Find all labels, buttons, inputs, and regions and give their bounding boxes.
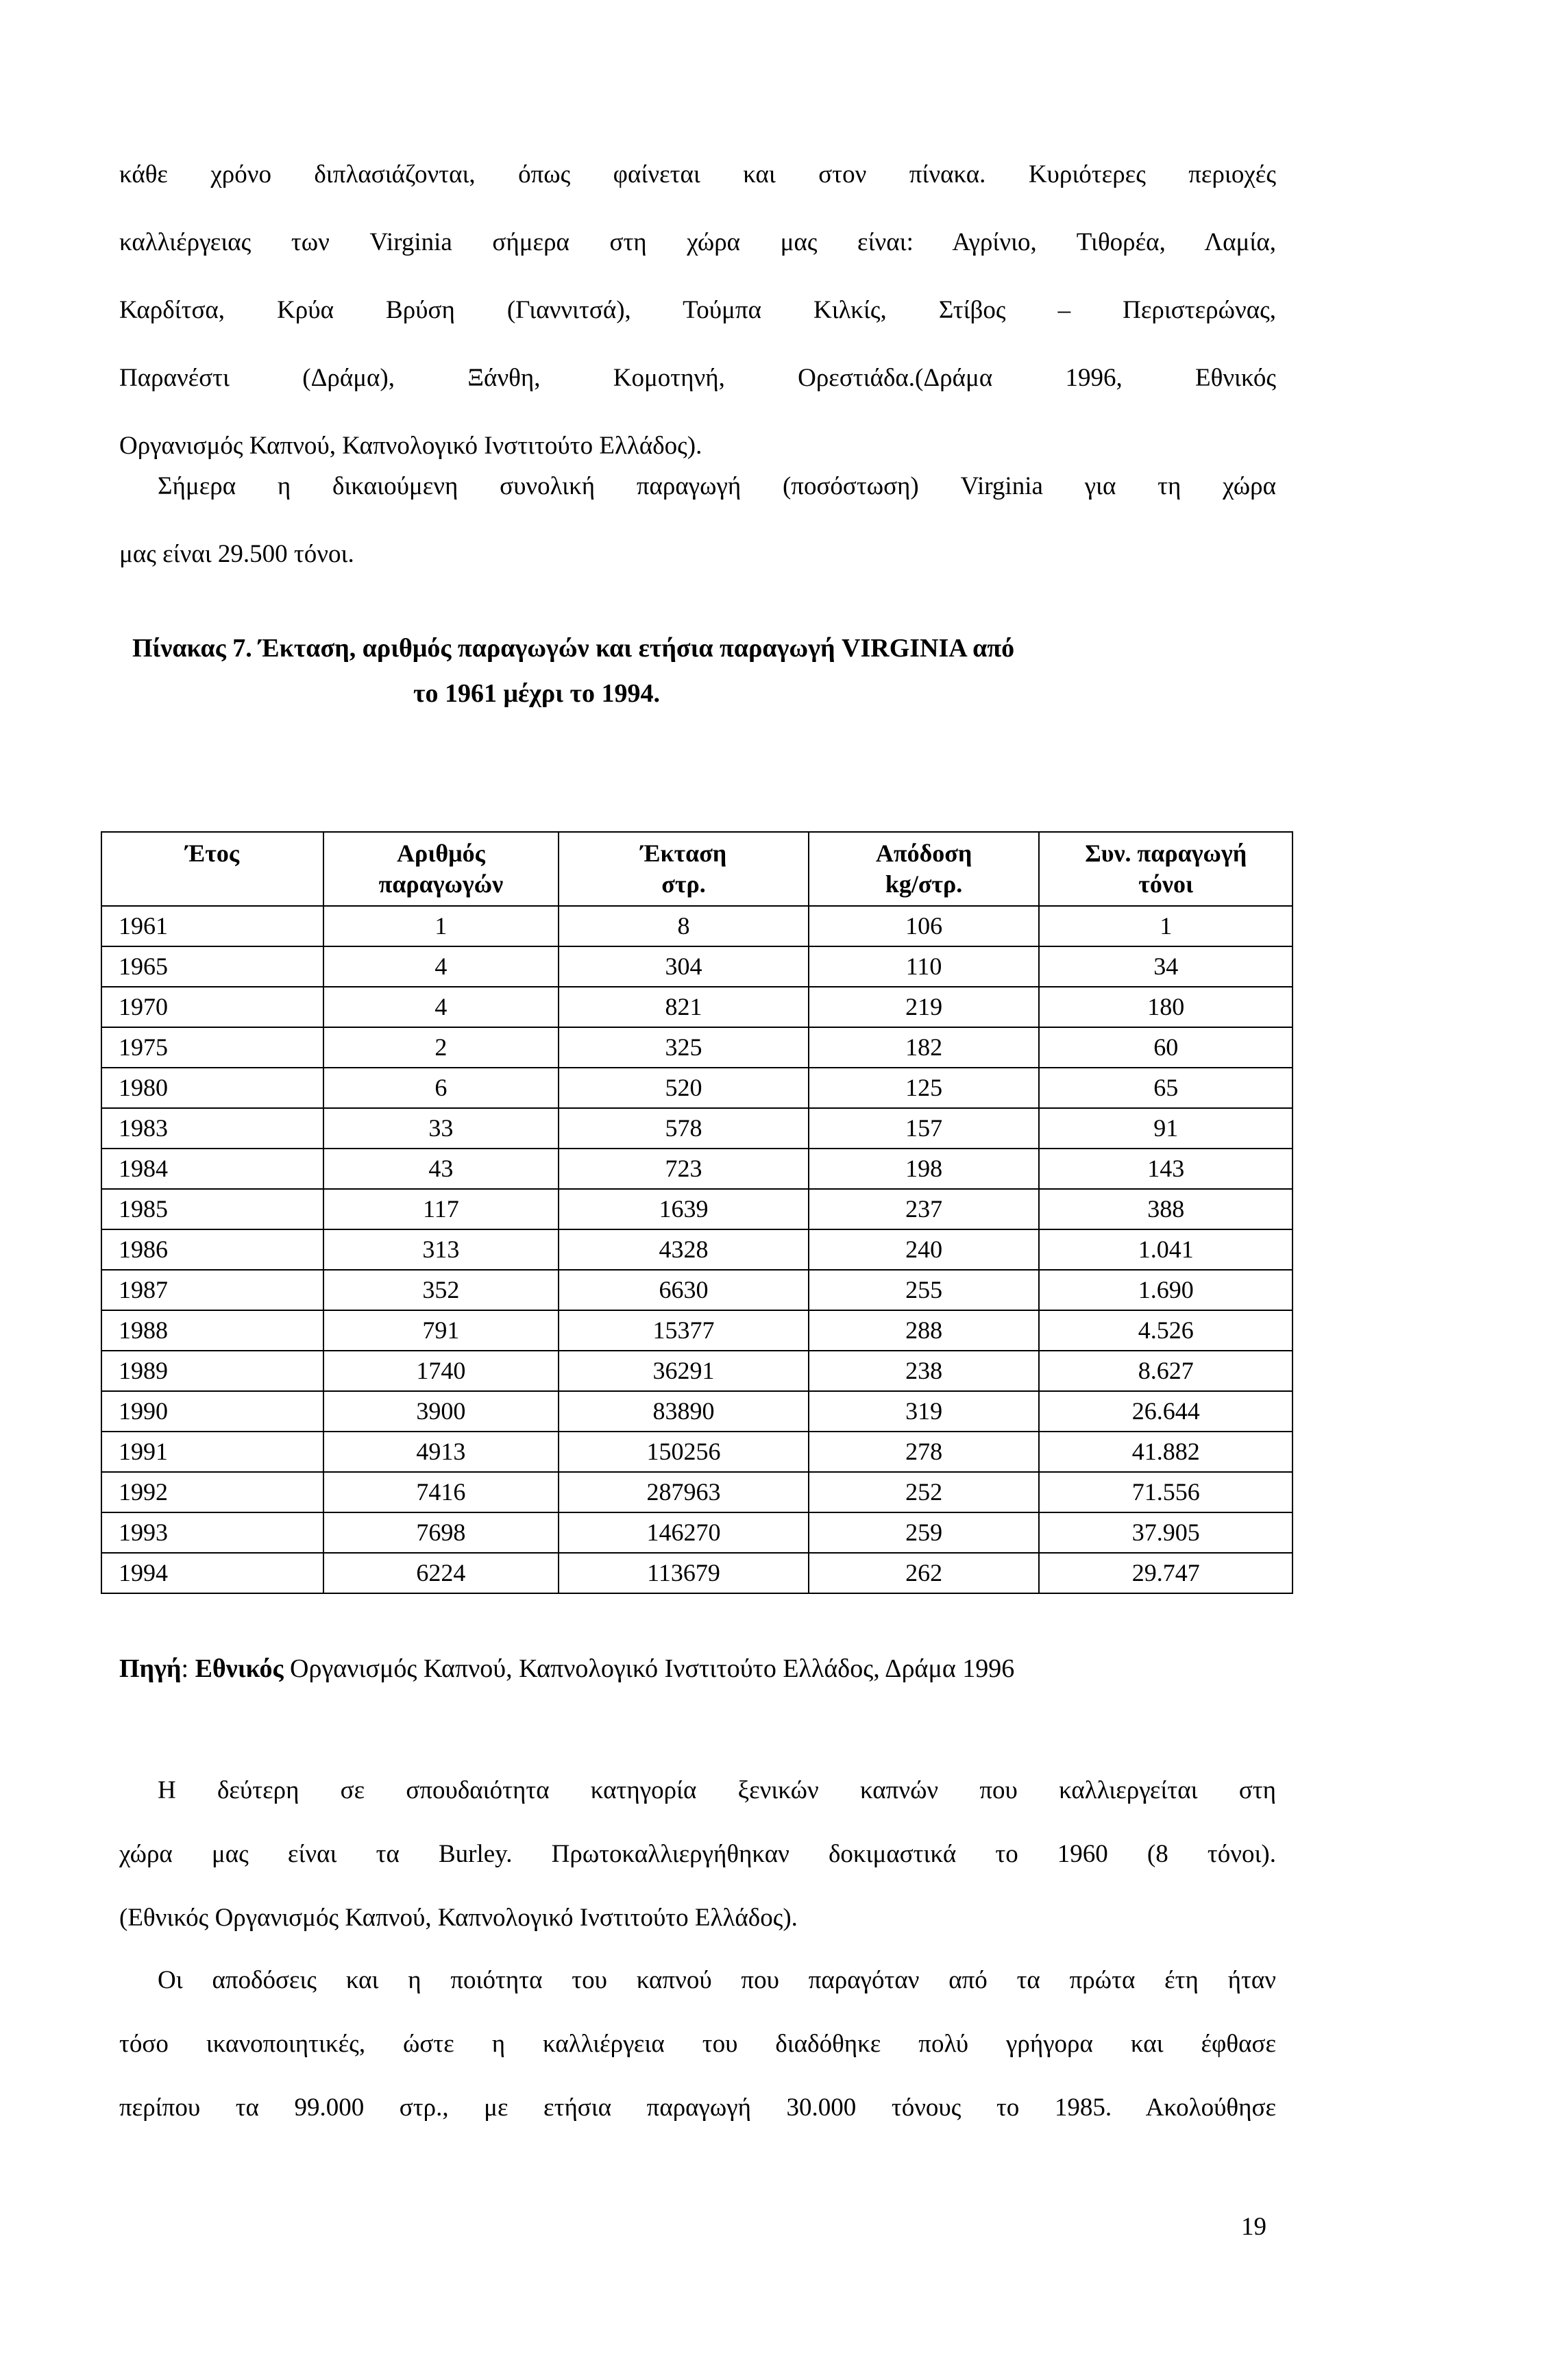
cell-area: 4328 xyxy=(559,1229,809,1270)
cell-producers: 117 xyxy=(323,1189,559,1229)
cell-yield: 255 xyxy=(809,1270,1040,1310)
table-row xyxy=(101,1472,1293,1512)
cell-yield: 252 xyxy=(809,1472,1040,1512)
text-line: χώρα μας είναι τα Burley. Πρωτοκαλλιεργήθηκαν δοκιμαστικά το 1960 (8 τόνοι). xyxy=(119,1840,1276,1868)
cell-producers: 4 xyxy=(323,946,559,987)
cell-producers: 1 xyxy=(323,906,559,946)
cell-production: 91 xyxy=(1039,1108,1293,1149)
text-line: μας είναι 29.500 τόνοι. xyxy=(119,540,354,568)
column-header-year xyxy=(101,832,323,906)
text-line: κάθε χρόνο διπλασιάζονται, όπως φαίνεται και στον πίνακα. Κυριότερες περιοχές xyxy=(119,160,1276,188)
cell-production: 388 xyxy=(1039,1189,1293,1229)
cell-year: 1965 xyxy=(101,946,323,987)
text-line: τόσο ικανοποιητικές, ώστε η καλλιέργεια του διαδόθηκε πολύ γρήγορα και έφθασε xyxy=(119,2030,1276,2058)
cell-yield: 262 xyxy=(809,1553,1040,1593)
table-row xyxy=(101,1108,1293,1149)
cell-year: 1980 xyxy=(101,1068,323,1108)
source-text: Οργανισμός Καπνού, Καπνολογικό Ινστιτούτο Ελλάδος, Δράμα 1996 xyxy=(283,1654,1015,1683)
table-source xyxy=(119,1648,1284,1689)
cell-yield: 125 xyxy=(809,1068,1040,1108)
cell-yield: 106 xyxy=(809,906,1040,946)
cell-yield: 288 xyxy=(809,1310,1040,1351)
cell-area: 150256 xyxy=(559,1432,809,1472)
cell-area: 8 xyxy=(559,906,809,946)
cell-producers: 6 xyxy=(323,1068,559,1108)
cell-area: 578 xyxy=(559,1108,809,1149)
cell-area: 6630 xyxy=(559,1270,809,1310)
cell-production: 65 xyxy=(1039,1068,1293,1108)
text-line: (Εθνικός Οργανισμός Καπνού, Καπνολογικό Ινστιτούτο Ελλάδος). xyxy=(119,1904,798,1932)
column-header-producers xyxy=(323,832,559,906)
caption-line-2: το 1961 μέχρι το 1994. xyxy=(413,679,660,708)
table-row xyxy=(101,946,1293,987)
cell-yield: 238 xyxy=(809,1351,1040,1391)
cell-area: 83890 xyxy=(559,1391,809,1432)
cell-year: 1992 xyxy=(101,1472,323,1512)
cell-year: 1987 xyxy=(101,1270,323,1310)
column-header-area xyxy=(559,832,809,906)
table-row xyxy=(101,1189,1293,1229)
cell-year: 1994 xyxy=(101,1553,323,1593)
cell-producers: 43 xyxy=(323,1149,559,1189)
cell-production: 34 xyxy=(1039,946,1293,987)
table-row xyxy=(101,1027,1293,1068)
header-line: Έτος xyxy=(185,839,240,867)
table-row xyxy=(101,1391,1293,1432)
text-line: Οι αποδόσεις και η ποιότητα του καπνού που παραγόταν από τα πρώτα έτη ήταν xyxy=(158,1966,1276,1994)
cell-producers: 6224 xyxy=(323,1553,559,1593)
cell-producers: 4 xyxy=(323,987,559,1027)
table-row xyxy=(101,1351,1293,1391)
header-line: Απόδοση xyxy=(875,839,972,867)
intro-paragraph xyxy=(119,140,1276,480)
table-row xyxy=(101,987,1293,1027)
cell-yield: 259 xyxy=(809,1512,1040,1553)
cell-area: 287963 xyxy=(559,1472,809,1512)
table-row xyxy=(101,1310,1293,1351)
text-line: Παρανέστι (Δράμα), Ξάνθη, Κομοτηνή, Ορεστιάδα.(Δράμα 1996, Εθνικός xyxy=(119,364,1276,392)
cell-yield: 182 xyxy=(809,1027,1040,1068)
header-line: kg/στρ. xyxy=(885,870,963,898)
cell-production: 71.556 xyxy=(1039,1472,1293,1512)
table-row xyxy=(101,1270,1293,1310)
cell-producers: 352 xyxy=(323,1270,559,1310)
source-label: Πηγή xyxy=(119,1654,182,1683)
cell-producers: 4913 xyxy=(323,1432,559,1472)
cell-year: 1986 xyxy=(101,1229,323,1270)
cell-producers: 3900 xyxy=(323,1391,559,1432)
cell-production: 1 xyxy=(1039,906,1293,946)
text-line: περίπου τα 99.000 στρ., με ετήσια παραγωγή 30.000 τόνους το 1985. Ακολούθησε xyxy=(119,2094,1276,2122)
cell-year: 1984 xyxy=(101,1149,323,1189)
cell-area: 36291 xyxy=(559,1351,809,1391)
cell-production: 8.627 xyxy=(1039,1351,1293,1391)
cell-area: 304 xyxy=(559,946,809,987)
cell-area: 325 xyxy=(559,1027,809,1068)
cell-producers: 791 xyxy=(323,1310,559,1351)
burley-paragraph xyxy=(119,1758,1276,1950)
table-header-row xyxy=(101,832,1293,906)
cell-production: 29.747 xyxy=(1039,1553,1293,1593)
cell-yield: 198 xyxy=(809,1149,1040,1189)
header-line: Έκταση xyxy=(640,839,727,867)
cell-producers: 313 xyxy=(323,1229,559,1270)
cell-area: 113679 xyxy=(559,1553,809,1593)
source-colon: : xyxy=(181,1654,189,1683)
cell-production: 1.690 xyxy=(1039,1270,1293,1310)
cell-producers: 7698 xyxy=(323,1512,559,1553)
cell-year: 1983 xyxy=(101,1108,323,1149)
cell-area: 146270 xyxy=(559,1512,809,1553)
cell-yield: 319 xyxy=(809,1391,1040,1432)
cell-yield: 110 xyxy=(809,946,1040,987)
header-line: παραγωγών xyxy=(378,870,504,898)
cell-yield: 219 xyxy=(809,987,1040,1027)
cell-production: 60 xyxy=(1039,1027,1293,1068)
cell-producers: 2 xyxy=(323,1027,559,1068)
cell-year: 1988 xyxy=(101,1310,323,1351)
text-line: Καρδίτσα, Κρύα Βρύση (Γιαννιτσά), Τούμπα Κιλκίς, Στίβος – Περιστερώνας, xyxy=(119,296,1276,324)
column-header-production xyxy=(1039,832,1293,906)
cell-year: 1975 xyxy=(101,1027,323,1068)
source-first-word: Εθνικός xyxy=(188,1654,284,1683)
yield-paragraph xyxy=(119,1948,1276,2139)
cell-year: 1990 xyxy=(101,1391,323,1432)
header-line: Αριθμός xyxy=(396,839,485,867)
page-number: 19 xyxy=(1241,2213,1266,2241)
cell-area: 821 xyxy=(559,987,809,1027)
table-row xyxy=(101,1229,1293,1270)
cell-year: 1970 xyxy=(101,987,323,1027)
cell-yield: 157 xyxy=(809,1108,1040,1149)
cell-year: 1961 xyxy=(101,906,323,946)
cell-production: 1.041 xyxy=(1039,1229,1293,1270)
header-line: στρ. xyxy=(661,870,706,898)
header-line xyxy=(102,869,323,900)
virginia-production-table xyxy=(101,831,1293,1594)
cell-production: 37.905 xyxy=(1039,1512,1293,1553)
text-line: Σήμερα η δικαιούμενη συνολική παραγωγή (ποσόστωση) Virginia για τη χώρα xyxy=(158,472,1276,500)
cell-area: 15377 xyxy=(559,1310,809,1351)
cell-yield: 240 xyxy=(809,1229,1040,1270)
text-line: καλλιέργειας των Virginia σήμερα στη χώρα μας είναι: Αγρίνιο, Τιθορέα, Λαμία, xyxy=(119,228,1276,256)
cell-production: 143 xyxy=(1039,1149,1293,1189)
cell-production: 180 xyxy=(1039,987,1293,1027)
cell-area: 723 xyxy=(559,1149,809,1189)
cell-producers: 1740 xyxy=(323,1351,559,1391)
cell-year: 1989 xyxy=(101,1351,323,1391)
header-line: τόνοι xyxy=(1138,870,1194,898)
cell-area: 520 xyxy=(559,1068,809,1108)
header-line: Συν. παραγωγή xyxy=(1085,839,1247,867)
cell-production: 4.526 xyxy=(1039,1310,1293,1351)
cell-producers: 7416 xyxy=(323,1472,559,1512)
quota-paragraph xyxy=(119,452,1276,588)
cell-year: 1993 xyxy=(101,1512,323,1553)
cell-producers: 33 xyxy=(323,1108,559,1149)
table-row xyxy=(101,1553,1293,1593)
table-row xyxy=(101,906,1293,946)
cell-production: 41.882 xyxy=(1039,1432,1293,1472)
cell-year: 1985 xyxy=(101,1189,323,1229)
cell-yield: 278 xyxy=(809,1432,1040,1472)
column-header-yield xyxy=(809,832,1040,906)
text-line: Η δεύτερη σε σπουδαιότητα κατηγορία ξενικών καπνών που καλλιεργείται στη xyxy=(158,1776,1276,1804)
table-row xyxy=(101,1432,1293,1472)
table-row xyxy=(101,1068,1293,1108)
text-line: Οργανισμός Καπνού, Καπνολογικό Ινστιτούτο Ελλάδος). xyxy=(119,432,702,460)
caption-line-1: Πίνακας 7. Έκταση, αριθμός παραγωγών και ετήσια παραγωγή VIRGINIA από xyxy=(132,634,1015,663)
cell-year: 1991 xyxy=(101,1432,323,1472)
table-row xyxy=(101,1512,1293,1553)
cell-yield: 237 xyxy=(809,1189,1040,1229)
cell-area: 1639 xyxy=(559,1189,809,1229)
table-row xyxy=(101,1149,1293,1189)
cell-production: 26.644 xyxy=(1039,1391,1293,1432)
